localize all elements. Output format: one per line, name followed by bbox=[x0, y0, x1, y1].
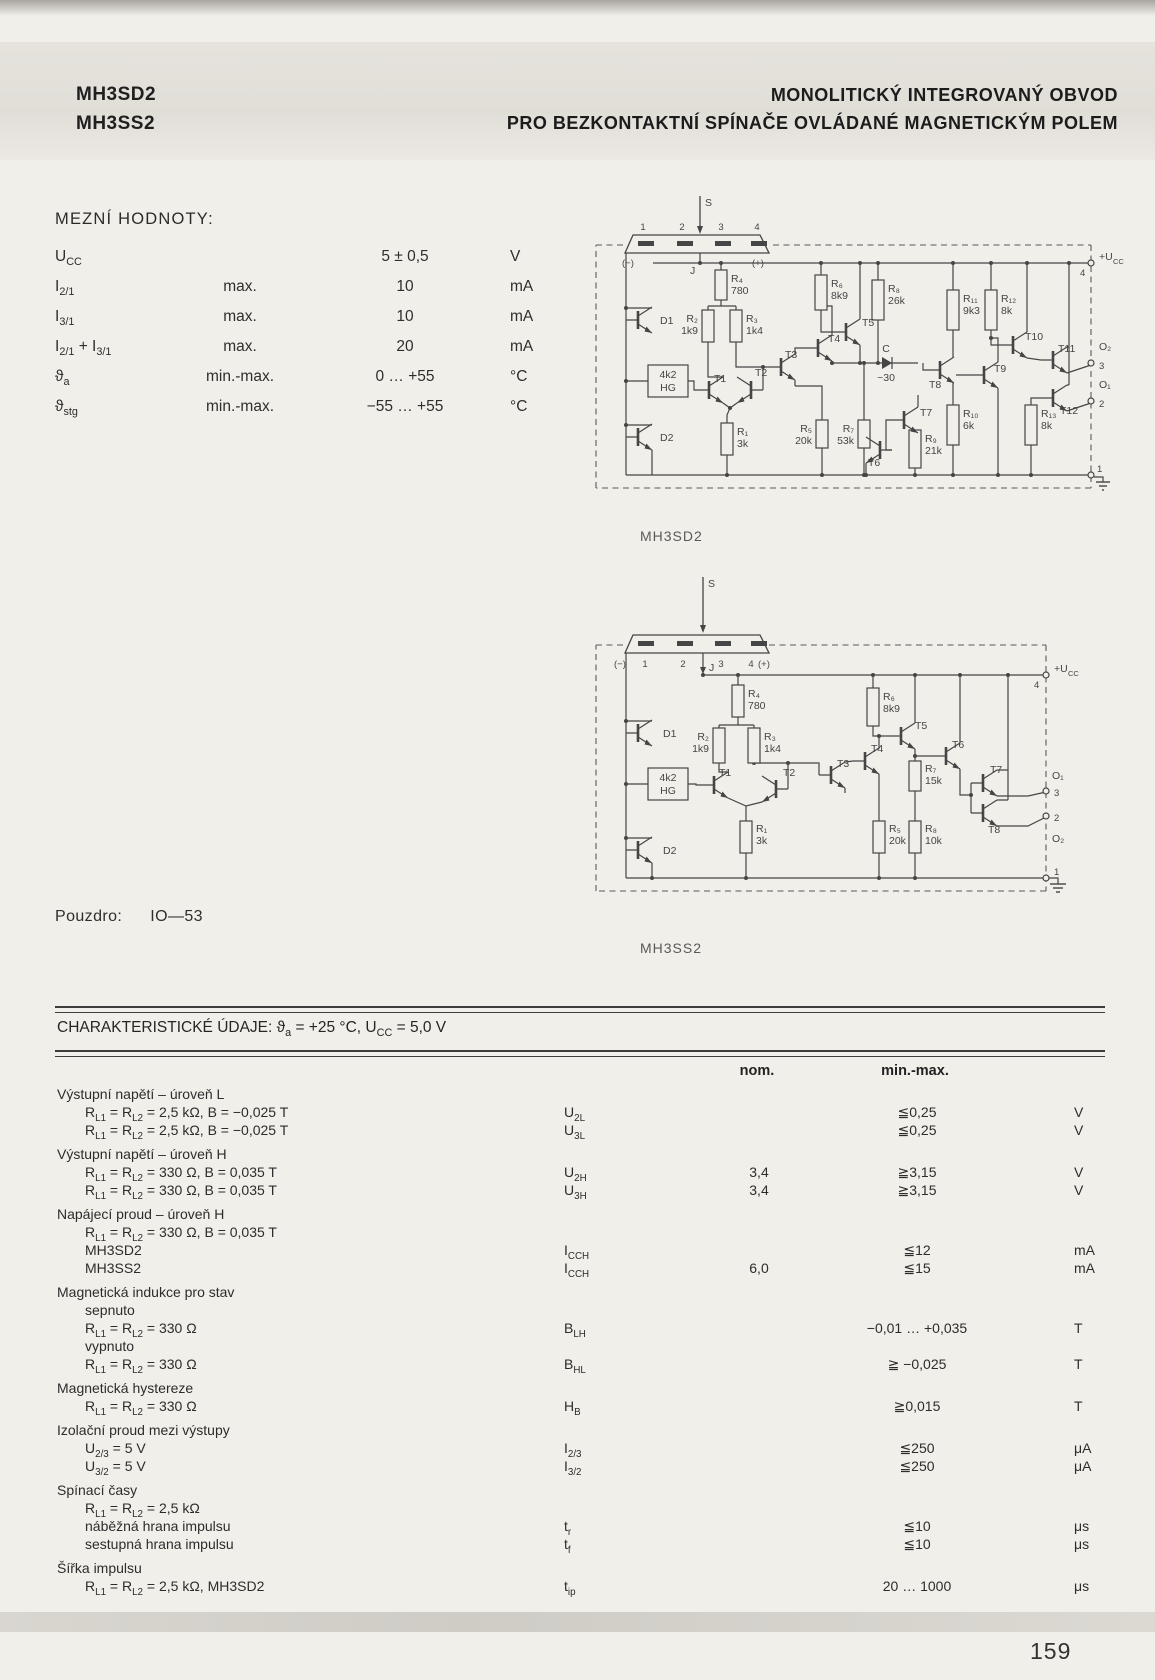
s1-r2-label: R₂ bbox=[686, 313, 698, 325]
table-row-group bbox=[57, 1086, 1105, 1104]
s1-o2-label: O₂ bbox=[1099, 341, 1112, 353]
schematic2-caption: MH3SS2 bbox=[640, 940, 703, 956]
s2-hg-value: 4k2 bbox=[659, 772, 677, 784]
part-number-1: MH3SD2 bbox=[76, 84, 157, 105]
limit-value: 5 ± 0,5 bbox=[381, 248, 429, 265]
s1-r9-value: 21k bbox=[925, 445, 942, 457]
row-minmax: ≦250 bbox=[899, 1440, 935, 1456]
s1-r1-label: R₁ bbox=[737, 426, 749, 438]
row-label: náběžná hrana impulsu bbox=[85, 1518, 231, 1534]
row-label: Šířka impulsu bbox=[57, 1560, 142, 1576]
s1-t5-label: T5 bbox=[862, 317, 875, 329]
limit-qualifier: max. bbox=[223, 308, 257, 325]
s2-r4-value: 780 bbox=[748, 700, 766, 712]
column-header-nom: nom. bbox=[739, 1063, 775, 1079]
s1-t8-label: T8 bbox=[929, 379, 942, 391]
s1-pin2-label: 2 bbox=[1099, 399, 1105, 410]
s1-pin3-label: 3 bbox=[1099, 361, 1105, 372]
row-minmax: ≦0,25 bbox=[897, 1104, 937, 1120]
row-label: MH3SS2 bbox=[85, 1260, 142, 1276]
s1-t3-label: T3 bbox=[785, 349, 798, 361]
s2-t4-label: T4 bbox=[871, 743, 884, 755]
s2-t6-label: T6 bbox=[952, 739, 965, 751]
row-minmax: ≦10 bbox=[903, 1536, 931, 1552]
row-minmax: ≦15 bbox=[903, 1260, 931, 1276]
limit-value: −55 … +55 bbox=[366, 398, 444, 415]
part-numbers bbox=[76, 80, 156, 138]
row-symbol: $U_{3H}$ bbox=[564, 1182, 587, 1202]
s1-field-label: S bbox=[705, 197, 713, 209]
limit-qualifier: max. bbox=[223, 278, 257, 295]
row-nom: 3,4 bbox=[749, 1164, 769, 1180]
page-title bbox=[240, 81, 1118, 137]
row-unit: T bbox=[1074, 1398, 1083, 1414]
row-unit: μA bbox=[1074, 1440, 1092, 1456]
s1-r6-label: R₆ bbox=[831, 278, 843, 290]
table-row bbox=[57, 1518, 1105, 1536]
s2-pin3-top: 3 bbox=[718, 659, 724, 670]
s1-hg-label: HG bbox=[660, 382, 676, 394]
row-unit: V bbox=[1074, 1122, 1084, 1138]
s1-r8-value: 26k bbox=[888, 295, 905, 307]
title-line-2: PRO BEZKONTAKTNÍ SPÍNAČE OVLÁDANÉ MAGNETICKÝM POLEM bbox=[506, 113, 1118, 133]
limit-values-section bbox=[55, 210, 635, 420]
row-minmax: ≦0,25 bbox=[897, 1122, 937, 1138]
s2-pin1-top: 1 bbox=[642, 659, 648, 670]
limit-unit: V bbox=[510, 248, 521, 265]
table-row bbox=[57, 1356, 1105, 1374]
s2-pin2-label: 2 bbox=[1054, 813, 1060, 824]
row-minmax: ≦250 bbox=[899, 1458, 935, 1474]
table-row bbox=[57, 1338, 1105, 1356]
row-label: Výstupní napětí – úroveň L bbox=[57, 1086, 225, 1102]
s2-r1-label: R₁ bbox=[756, 823, 768, 835]
row-label: $R_{L1} = R_{L2} = 330$ Ω, B = 0,035 T bbox=[85, 1182, 277, 1202]
row-minmax: ≦12 bbox=[903, 1242, 931, 1258]
s2-r3-value: 1k4 bbox=[764, 743, 781, 755]
s2-pin4-top: 4 bbox=[748, 659, 754, 670]
s1-r10-label: R₁₀ bbox=[963, 408, 979, 420]
row-symbol: $U_{2L}$ bbox=[564, 1104, 586, 1124]
table-row bbox=[57, 1500, 1105, 1518]
limit-symbol: $ϑ_{stg}$ bbox=[55, 398, 78, 419]
characteristics-heading: CHARAKTERISTICKÉ ÚDAJE: $ϑ_a = +25$ °C, $U_{CC} = 5,0$ V bbox=[57, 1019, 447, 1040]
row-unit: μs bbox=[1074, 1518, 1090, 1534]
s2-t8-label: T8 bbox=[988, 824, 1001, 836]
table-row-group bbox=[57, 1560, 1105, 1578]
row-symbol: $B_{LH}$ bbox=[564, 1320, 586, 1340]
row-symbol: $I_{CCH}$ bbox=[564, 1260, 590, 1280]
s2-t2-label: T2 bbox=[783, 767, 796, 779]
row-label: sepnuto bbox=[85, 1302, 135, 1318]
s1-t12-label: T12 bbox=[1060, 405, 1079, 417]
row-label: Izolační proud mezi výstupy bbox=[57, 1422, 230, 1438]
s1-r5-label: R₅ bbox=[800, 423, 812, 435]
row-symbol: $I_{CCH}$ bbox=[564, 1242, 590, 1262]
s1-r2-value: 1k9 bbox=[681, 325, 698, 337]
row-label: $R_{L1} = R_{L2} = 2,5$ kΩ bbox=[85, 1500, 200, 1520]
s2-r5-value: 20k bbox=[889, 835, 906, 847]
row-label: Magnetická indukce pro stav bbox=[57, 1284, 235, 1300]
limit-row bbox=[55, 338, 635, 368]
s1-capacitor-diode bbox=[882, 357, 892, 369]
table-row bbox=[57, 1242, 1105, 1260]
characteristics-section bbox=[55, 1006, 1105, 1626]
row-nom: 3,4 bbox=[749, 1182, 769, 1198]
table-row bbox=[57, 1224, 1105, 1242]
table-row bbox=[57, 1164, 1105, 1182]
s2-t3-label: T3 bbox=[837, 758, 850, 770]
package-label: Pouzdro: bbox=[55, 908, 123, 925]
s2-pin4-label: 4 bbox=[1034, 680, 1040, 691]
table-row bbox=[57, 1260, 1105, 1278]
s1-t2-label: T2 bbox=[755, 367, 768, 379]
s1-pin2-top: 2 bbox=[679, 222, 685, 233]
s1-t4-label: T4 bbox=[828, 333, 841, 345]
s2-t7-label: T7 bbox=[990, 764, 1003, 776]
s2-labels bbox=[614, 578, 1079, 878]
row-unit: mA bbox=[1074, 1260, 1095, 1276]
schematic1-caption: MH3SD2 bbox=[640, 528, 703, 544]
row-minmax: 20 … 1000 bbox=[882, 1578, 952, 1594]
limit-row bbox=[55, 248, 635, 278]
s1-t11-label: T11 bbox=[1058, 343, 1076, 355]
row-label: sestupná hrana impulsu bbox=[85, 1536, 234, 1552]
s1-r7-label: R₇ bbox=[842, 423, 854, 435]
row-nom: 6,0 bbox=[749, 1260, 769, 1276]
row-label: $R_{L1} = R_{L2} = 2,5$ kΩ, B = −0,025 T bbox=[85, 1104, 289, 1124]
row-symbol: $B_{HL}$ bbox=[564, 1356, 586, 1376]
row-unit: V bbox=[1074, 1104, 1084, 1120]
table-row bbox=[57, 1536, 1105, 1554]
s2-t5-label: T5 bbox=[915, 720, 928, 732]
s2-r1-value: 3k bbox=[756, 835, 768, 847]
s1-pin3-top: 3 bbox=[718, 222, 724, 233]
limit-value: 0 … +55 bbox=[375, 368, 435, 385]
limit-row bbox=[55, 368, 635, 398]
table-row-group bbox=[57, 1284, 1105, 1302]
s1-r3-value: 1k4 bbox=[746, 325, 763, 337]
table-row bbox=[57, 1398, 1105, 1416]
s1-r11-label: R₁₁ bbox=[963, 293, 978, 305]
s2-r2-label: R₂ bbox=[697, 731, 709, 743]
limit-qualifier: min.-max. bbox=[205, 398, 275, 415]
row-symbol: $I_{3/2}$ bbox=[564, 1458, 582, 1478]
row-label: Napájecí proud – úroveň H bbox=[57, 1206, 225, 1222]
row-symbol: $U_{3L}$ bbox=[564, 1122, 586, 1142]
page-number: 159 bbox=[1030, 1638, 1072, 1664]
s1-r1-value: 3k bbox=[737, 438, 749, 450]
s1-r9-label: R₉ bbox=[925, 433, 937, 445]
s1-r3-label: R₃ bbox=[746, 313, 758, 325]
row-label: $U_{3/2} = 5$ V bbox=[85, 1458, 146, 1478]
part-number-2: MH3SS2 bbox=[76, 113, 156, 134]
s2-o2-label: O₂ bbox=[1052, 833, 1065, 845]
row-symbol: $t_{ip}$ bbox=[564, 1578, 576, 1598]
limit-symbol: $I_{3/1}$ bbox=[55, 308, 75, 329]
limit-row bbox=[55, 308, 635, 338]
s2-minus-label: (−) bbox=[614, 659, 626, 670]
s2-pin1-label: 1 bbox=[1054, 867, 1060, 878]
row-label: Magnetická hystereze bbox=[57, 1380, 194, 1396]
s1-c-value: ~30 bbox=[877, 372, 895, 384]
row-label: Výstupní napětí – úroveň H bbox=[57, 1146, 227, 1162]
s1-hg-value: 4k2 bbox=[659, 369, 677, 381]
s1-pin1-label: 1 bbox=[1097, 464, 1103, 475]
row-label: $R_{L1} = R_{L2} = 330$ Ω bbox=[85, 1320, 197, 1340]
s2-field-label: S bbox=[708, 578, 716, 590]
table-row bbox=[57, 1302, 1105, 1320]
s2-r8-value: 10k bbox=[925, 835, 942, 847]
s2-r8-label: R₈ bbox=[925, 823, 937, 835]
row-minmax: ≧3,15 bbox=[897, 1164, 937, 1180]
limit-row bbox=[55, 398, 635, 428]
row-minmax: −0,01 … +0,035 bbox=[866, 1320, 968, 1336]
s2-plus-label: (+) bbox=[758, 659, 770, 670]
row-minmax: ≧ −0,025 bbox=[887, 1356, 947, 1372]
s1-c-label: C bbox=[882, 343, 890, 355]
row-unit: T bbox=[1074, 1356, 1083, 1372]
s1-d2-label: D2 bbox=[660, 432, 674, 444]
s1-d1-label: D1 bbox=[660, 315, 674, 327]
s1-r5-value: 20k bbox=[795, 435, 812, 447]
row-unit: μA bbox=[1074, 1458, 1092, 1474]
row-minmax: ≦10 bbox=[903, 1518, 931, 1534]
table-row bbox=[57, 1122, 1105, 1140]
row-symbol: $H_B$ bbox=[564, 1398, 581, 1418]
scan-top-band bbox=[0, 0, 1155, 16]
row-label: $R_{L1} = R_{L2} = 2,5$ kΩ, B = −0,025 T bbox=[85, 1122, 289, 1142]
table-row-group bbox=[57, 1380, 1105, 1398]
s1-ucc-sub: CC bbox=[1113, 257, 1124, 266]
title-line-1: MONOLITICKÝ INTEGROVANÝ OBVOD bbox=[770, 85, 1118, 105]
row-label: $U_{2/3} = 5$ V bbox=[85, 1440, 146, 1460]
s1-r4-value: 780 bbox=[731, 285, 749, 297]
limit-value: 10 bbox=[396, 278, 414, 295]
characteristics-rows bbox=[57, 1086, 1105, 1596]
s1-r12-value: 8k bbox=[1001, 305, 1013, 317]
limit-symbol: $I_{2/1}$ bbox=[55, 278, 75, 299]
s1-o1-label: O₁ bbox=[1099, 379, 1111, 391]
s2-d1-label: D1 bbox=[663, 728, 677, 740]
table-row bbox=[57, 1458, 1105, 1476]
table-row-group bbox=[57, 1482, 1105, 1500]
s1-r11-value: 9k3 bbox=[963, 305, 980, 317]
row-unit: V bbox=[1074, 1182, 1084, 1198]
table-row-group bbox=[57, 1422, 1105, 1440]
s2-ground-icon bbox=[1050, 884, 1066, 892]
table-row bbox=[57, 1578, 1105, 1596]
s1-r12-label: R₁₂ bbox=[1001, 293, 1017, 305]
s1-r13-label: R₁₃ bbox=[1041, 408, 1057, 420]
s1-r7-value: 53k bbox=[837, 435, 854, 447]
limit-value: 20 bbox=[396, 338, 414, 355]
s1-j-label: J bbox=[690, 265, 696, 277]
row-symbol: $I_{2/3}$ bbox=[564, 1440, 582, 1460]
s1-pin4-label: 4 bbox=[1080, 268, 1086, 279]
table-row-group bbox=[57, 1146, 1105, 1164]
limits-rows bbox=[55, 248, 635, 428]
row-label: $R_{L1} = R_{L2} = 330$ Ω bbox=[85, 1356, 197, 1376]
s1-minus-label: (−) bbox=[622, 258, 634, 269]
s2-t1-label: T1 bbox=[719, 767, 732, 779]
row-unit: V bbox=[1074, 1164, 1084, 1180]
s2-r7-value: 15k bbox=[925, 775, 942, 787]
s1-r8-label: R₈ bbox=[888, 283, 900, 295]
row-unit: T bbox=[1074, 1320, 1083, 1336]
s2-r7-label: R₇ bbox=[925, 763, 937, 775]
s2-o1-label: O₁ bbox=[1052, 770, 1064, 782]
s2-pin3-label: 3 bbox=[1054, 788, 1060, 799]
column-header-minmax: min.-max. bbox=[881, 1063, 949, 1079]
s2-d2-label: D2 bbox=[663, 845, 677, 857]
s1-t6-label: T6 bbox=[868, 457, 881, 469]
s2-ucc-label: +U bbox=[1054, 663, 1068, 675]
s1-plus-label: (+) bbox=[752, 258, 764, 269]
s1-r13-value: 8k bbox=[1041, 420, 1053, 432]
s1-t10-label: T10 bbox=[1025, 331, 1044, 343]
table-row bbox=[57, 1320, 1105, 1338]
s2-r5-label: R₅ bbox=[889, 823, 901, 835]
limit-row bbox=[55, 278, 635, 308]
row-label: $R_{L1} = R_{L2} = 330$ Ω, B = 0,035 T bbox=[85, 1224, 277, 1244]
limit-symbol: $ϑ_a$ bbox=[55, 368, 70, 389]
s2-r6-value: 8k9 bbox=[883, 703, 900, 715]
s2-hg-label: HG bbox=[660, 785, 676, 797]
limit-unit: mA bbox=[510, 308, 534, 325]
package-line bbox=[55, 908, 203, 926]
row-minmax: ≧0,015 bbox=[893, 1398, 941, 1414]
table-row bbox=[57, 1104, 1105, 1122]
limit-symbol: $U_{CC}$ bbox=[55, 248, 82, 269]
limit-value: 10 bbox=[396, 308, 414, 325]
row-symbol: $t_f$ bbox=[564, 1536, 571, 1556]
limit-unit: mA bbox=[510, 338, 534, 355]
s2-pin2-top: 2 bbox=[680, 659, 686, 670]
s1-pin1-top: 1 bbox=[640, 222, 646, 233]
s2-r3-label: R₃ bbox=[764, 731, 776, 743]
limit-qualifier: max. bbox=[223, 338, 257, 355]
s1-ucc-label: +U bbox=[1099, 251, 1113, 263]
s2-j-label: J bbox=[709, 662, 715, 674]
row-symbol: $U_{2H}$ bbox=[564, 1164, 587, 1184]
row-label: $R_{L1} = R_{L2} = 330$ Ω, B = 0,035 T bbox=[85, 1164, 277, 1184]
row-label: vypnuto bbox=[85, 1338, 135, 1354]
s2-r2-value: 1k9 bbox=[692, 743, 709, 755]
mid-double-rule bbox=[55, 1050, 1105, 1057]
package-value: IO—53 bbox=[150, 908, 203, 925]
table-row-group bbox=[57, 1206, 1105, 1224]
s2-r6-label: R₆ bbox=[883, 691, 895, 703]
limit-qualifier: min.-max. bbox=[205, 368, 275, 385]
s1-pin4-top: 4 bbox=[754, 222, 760, 233]
s1-t1-label: T1 bbox=[714, 373, 727, 385]
table-row bbox=[57, 1182, 1105, 1200]
limit-unit: °C bbox=[510, 368, 528, 385]
s1-t9-label: T9 bbox=[994, 363, 1007, 375]
limit-unit: °C bbox=[510, 398, 528, 415]
row-minmax: ≧3,15 bbox=[897, 1182, 937, 1198]
mh3sd2-schematic bbox=[588, 190, 1133, 500]
mh3ss2-schematic bbox=[588, 573, 1133, 903]
limit-symbol: $I_{2/1} + I_{3/1}$ bbox=[55, 338, 112, 359]
row-unit: mA bbox=[1074, 1242, 1095, 1258]
s1-t7-label: T7 bbox=[920, 407, 933, 419]
s2-ucc-sub: CC bbox=[1068, 669, 1079, 678]
row-label: MH3SD2 bbox=[85, 1242, 142, 1258]
s1-package bbox=[625, 196, 769, 253]
row-label: $R_{L1} = R_{L2} = 330$ Ω bbox=[85, 1398, 197, 1418]
s1-ground-icon bbox=[1096, 482, 1110, 490]
s2-r4-label: R₄ bbox=[748, 688, 760, 700]
s1-r4-label: R₄ bbox=[731, 273, 743, 285]
limits-heading: MEZNÍ HODNOTY: bbox=[55, 210, 214, 228]
s1-r10-value: 6k bbox=[963, 420, 975, 432]
row-label: Spínací časy bbox=[57, 1482, 138, 1498]
row-symbol: $t_r$ bbox=[564, 1518, 572, 1538]
row-label: $R_{L1} = R_{L2} = 2,5$ kΩ, MH3SD2 bbox=[85, 1578, 265, 1598]
row-unit: μs bbox=[1074, 1578, 1090, 1594]
row-unit: μs bbox=[1074, 1536, 1090, 1552]
top-double-rule bbox=[55, 1006, 1105, 1013]
s1-r6-value: 8k9 bbox=[831, 290, 848, 302]
table-row bbox=[57, 1440, 1105, 1458]
limit-unit: mA bbox=[510, 278, 534, 295]
